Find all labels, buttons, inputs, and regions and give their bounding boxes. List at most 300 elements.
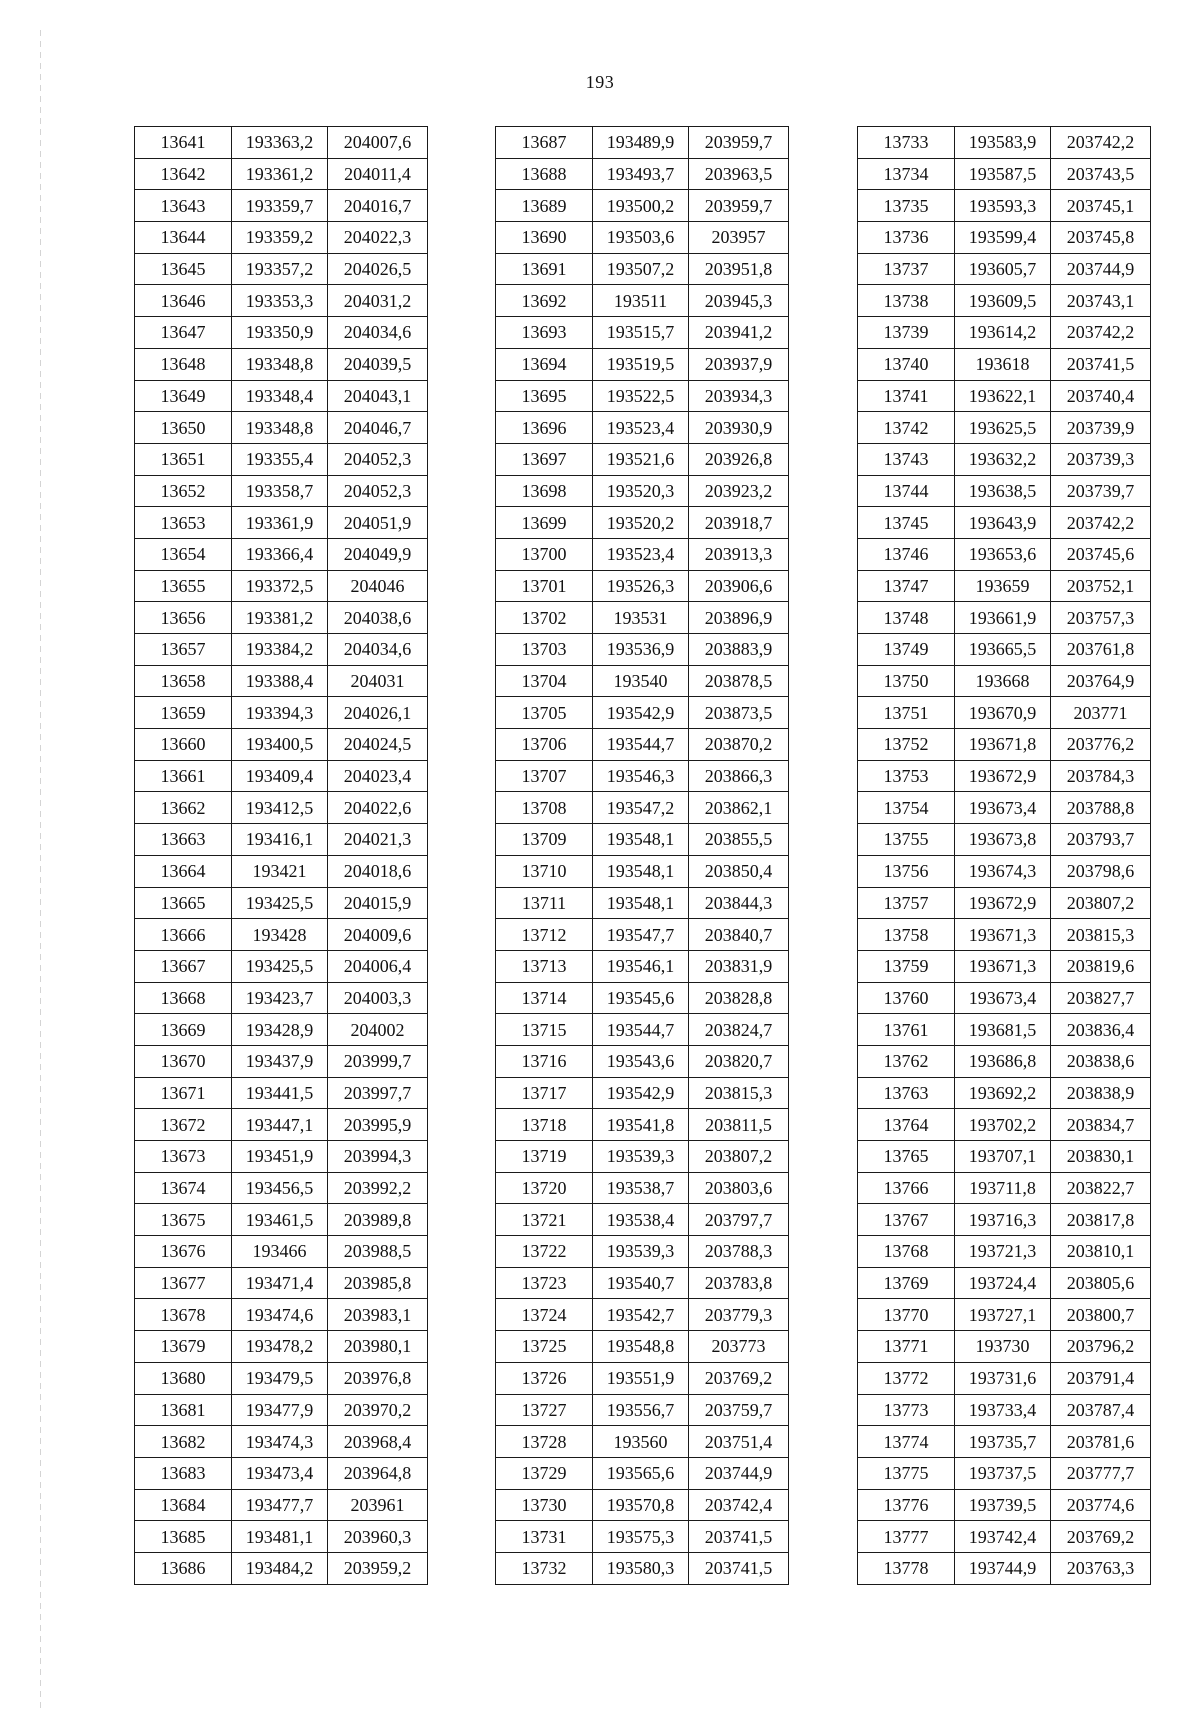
point-id-cell: 13731 (496, 1521, 593, 1553)
y-coordinate-cell: 203838,9 (1051, 1077, 1151, 1109)
page-number: 193 (585, 72, 615, 92)
y-coordinate-cell: 203742,2 (1051, 507, 1151, 539)
table-row (135, 634, 428, 666)
table-row (858, 380, 1151, 412)
table-row (496, 570, 789, 602)
table-row (496, 1552, 789, 1584)
point-id-cell: 13656 (135, 602, 232, 634)
point-id-cell: 13753 (858, 760, 955, 792)
point-id-cell: 13743 (858, 443, 955, 475)
point-id-cell: 13694 (496, 348, 593, 380)
table-row (496, 1014, 789, 1046)
y-coordinate-cell: 203810,1 (1051, 1236, 1151, 1268)
table-row (496, 697, 789, 729)
coordinates-table-3 (857, 126, 1151, 1585)
y-coordinate-cell: 203827,7 (1051, 982, 1151, 1014)
table-row (135, 253, 428, 285)
x-coordinate-cell: 193739,5 (955, 1489, 1051, 1521)
x-coordinate-cell: 193542,9 (593, 697, 689, 729)
y-coordinate-cell: 203739,7 (1051, 475, 1151, 507)
y-coordinate-cell: 204046 (328, 570, 428, 602)
x-coordinate-cell: 193570,8 (593, 1489, 689, 1521)
x-coordinate-cell: 193692,2 (955, 1077, 1051, 1109)
point-id-cell: 13757 (858, 887, 955, 919)
x-coordinate-cell: 193471,4 (232, 1267, 328, 1299)
y-coordinate-cell: 203739,9 (1051, 412, 1151, 444)
table-row (135, 602, 428, 634)
x-coordinate-cell: 193353,3 (232, 285, 328, 317)
point-id-cell: 13767 (858, 1204, 955, 1236)
x-coordinate-cell: 193551,9 (593, 1362, 689, 1394)
point-id-cell: 13705 (496, 697, 593, 729)
point-id-cell: 13702 (496, 602, 593, 634)
table-row (858, 1331, 1151, 1363)
point-id-cell: 13777 (858, 1521, 955, 1553)
table-row (496, 285, 789, 317)
point-id-cell: 13758 (858, 919, 955, 951)
x-coordinate-cell: 193538,7 (593, 1172, 689, 1204)
table-row (135, 824, 428, 856)
y-coordinate-cell: 203976,8 (328, 1362, 428, 1394)
point-id-cell: 13701 (496, 570, 593, 602)
y-coordinate-cell: 203828,8 (689, 982, 789, 1014)
x-coordinate-cell: 193363,2 (232, 127, 328, 159)
y-coordinate-cell: 203759,7 (689, 1394, 789, 1426)
y-coordinate-cell: 203883,9 (689, 634, 789, 666)
y-coordinate-cell: 203803,6 (689, 1172, 789, 1204)
y-coordinate-cell: 203989,8 (328, 1204, 428, 1236)
table-row (496, 729, 789, 761)
y-coordinate-cell: 203906,6 (689, 570, 789, 602)
point-id-cell: 13643 (135, 190, 232, 222)
x-coordinate-cell: 193587,5 (955, 158, 1051, 190)
y-coordinate-cell: 204016,7 (328, 190, 428, 222)
table-row (858, 919, 1151, 951)
x-coordinate-cell: 193721,3 (955, 1236, 1051, 1268)
x-coordinate-cell: 193489,9 (593, 127, 689, 159)
x-coordinate-cell: 193605,7 (955, 253, 1051, 285)
table-row (135, 285, 428, 317)
point-id-cell: 13659 (135, 697, 232, 729)
table-row (496, 1267, 789, 1299)
point-id-cell: 13762 (858, 1045, 955, 1077)
point-id-cell: 13703 (496, 634, 593, 666)
y-coordinate-cell: 203985,8 (328, 1267, 428, 1299)
point-id-cell: 13741 (858, 380, 955, 412)
table-row (496, 1426, 789, 1458)
y-coordinate-cell: 203999,7 (328, 1045, 428, 1077)
point-id-cell: 13739 (858, 317, 955, 349)
y-coordinate-cell: 203741,5 (689, 1552, 789, 1584)
point-id-cell: 13649 (135, 380, 232, 412)
point-id-cell: 13642 (135, 158, 232, 190)
table-row (135, 1552, 428, 1584)
table-row (858, 1141, 1151, 1173)
table-row (858, 760, 1151, 792)
table-row (496, 602, 789, 634)
point-id-cell: 13674 (135, 1172, 232, 1204)
x-coordinate-cell: 193547,2 (593, 792, 689, 824)
table-row (135, 443, 428, 475)
table-row (135, 1077, 428, 1109)
x-coordinate-cell: 193547,7 (593, 919, 689, 951)
x-coordinate-cell: 193609,5 (955, 285, 1051, 317)
x-coordinate-cell: 193437,9 (232, 1045, 328, 1077)
y-coordinate-cell: 203988,5 (328, 1236, 428, 1268)
y-coordinate-cell: 203968,4 (328, 1426, 428, 1458)
point-id-cell: 13775 (858, 1457, 955, 1489)
point-id-cell: 13658 (135, 665, 232, 697)
table-row (135, 1014, 428, 1046)
x-coordinate-cell: 193348,8 (232, 348, 328, 380)
point-id-cell: 13651 (135, 443, 232, 475)
y-coordinate-cell: 203817,8 (1051, 1204, 1151, 1236)
table-row (496, 1141, 789, 1173)
y-coordinate-cell: 204038,6 (328, 602, 428, 634)
x-coordinate-cell: 193421 (232, 855, 328, 887)
table-row (496, 665, 789, 697)
x-coordinate-cell: 193428,9 (232, 1014, 328, 1046)
point-id-cell: 13747 (858, 570, 955, 602)
x-coordinate-cell: 193477,9 (232, 1394, 328, 1426)
x-coordinate-cell: 193409,4 (232, 760, 328, 792)
x-coordinate-cell: 193580,3 (593, 1552, 689, 1584)
x-coordinate-cell: 193730 (955, 1331, 1051, 1363)
y-coordinate-cell: 203788,3 (689, 1236, 789, 1268)
y-coordinate-cell: 203964,8 (328, 1457, 428, 1489)
x-coordinate-cell: 193744,9 (955, 1552, 1051, 1584)
x-coordinate-cell: 193599,4 (955, 222, 1051, 254)
point-id-cell: 13721 (496, 1204, 593, 1236)
x-coordinate-cell: 193358,7 (232, 475, 328, 507)
x-coordinate-cell: 193653,6 (955, 538, 1051, 570)
point-id-cell: 13682 (135, 1426, 232, 1458)
point-id-cell: 13652 (135, 475, 232, 507)
y-coordinate-cell: 203745,6 (1051, 538, 1151, 570)
point-id-cell: 13695 (496, 380, 593, 412)
x-coordinate-cell: 193565,6 (593, 1457, 689, 1489)
y-coordinate-cell: 204043,1 (328, 380, 428, 412)
table-row (135, 1489, 428, 1521)
y-coordinate-cell: 203983,1 (328, 1299, 428, 1331)
x-coordinate-cell: 193542,9 (593, 1077, 689, 1109)
y-coordinate-cell: 204007,6 (328, 127, 428, 159)
point-id-cell: 13664 (135, 855, 232, 887)
point-id-cell: 13673 (135, 1141, 232, 1173)
point-id-cell: 13691 (496, 253, 593, 285)
x-coordinate-cell: 193361,2 (232, 158, 328, 190)
table-row (858, 1267, 1151, 1299)
point-id-cell: 13748 (858, 602, 955, 634)
table-row (496, 1331, 789, 1363)
x-coordinate-cell: 193526,3 (593, 570, 689, 602)
table-row (858, 538, 1151, 570)
point-id-cell: 13746 (858, 538, 955, 570)
table-row (858, 1172, 1151, 1204)
y-coordinate-cell: 203995,9 (328, 1109, 428, 1141)
y-coordinate-cell: 204018,6 (328, 855, 428, 887)
y-coordinate-cell: 204046,7 (328, 412, 428, 444)
y-coordinate-cell: 203741,5 (689, 1521, 789, 1553)
table-row (858, 665, 1151, 697)
x-coordinate-cell: 193542,7 (593, 1299, 689, 1331)
x-coordinate-cell: 193539,3 (593, 1236, 689, 1268)
x-coordinate-cell: 193643,9 (955, 507, 1051, 539)
y-coordinate-cell: 203992,2 (328, 1172, 428, 1204)
point-id-cell: 13677 (135, 1267, 232, 1299)
table-row (135, 1394, 428, 1426)
y-coordinate-cell: 203959,7 (689, 190, 789, 222)
table-row (858, 475, 1151, 507)
y-coordinate-cell: 203798,6 (1051, 855, 1151, 887)
point-id-cell: 13734 (858, 158, 955, 190)
x-coordinate-cell: 193441,5 (232, 1077, 328, 1109)
table-row (135, 538, 428, 570)
y-coordinate-cell: 203959,2 (328, 1552, 428, 1584)
point-id-cell: 13678 (135, 1299, 232, 1331)
y-coordinate-cell: 204052,3 (328, 443, 428, 475)
table-row (858, 602, 1151, 634)
table-row (135, 729, 428, 761)
point-id-cell: 13683 (135, 1457, 232, 1489)
point-id-cell: 13655 (135, 570, 232, 602)
table-row (135, 855, 428, 887)
point-id-cell: 13761 (858, 1014, 955, 1046)
x-coordinate-cell: 193540,7 (593, 1267, 689, 1299)
x-coordinate-cell: 193622,1 (955, 380, 1051, 412)
y-coordinate-cell: 203937,9 (689, 348, 789, 380)
point-id-cell: 13733 (858, 127, 955, 159)
y-coordinate-cell: 204009,6 (328, 919, 428, 951)
y-coordinate-cell: 203776,2 (1051, 729, 1151, 761)
table-row (858, 982, 1151, 1014)
table-row (496, 919, 789, 951)
point-id-cell: 13686 (135, 1552, 232, 1584)
x-coordinate-cell: 193388,4 (232, 665, 328, 697)
x-coordinate-cell: 193560 (593, 1426, 689, 1458)
x-coordinate-cell: 193556,7 (593, 1394, 689, 1426)
y-coordinate-cell: 203784,3 (1051, 760, 1151, 792)
point-id-cell: 13717 (496, 1077, 593, 1109)
point-id-cell: 13735 (858, 190, 955, 222)
y-coordinate-cell: 203951,8 (689, 253, 789, 285)
table-row (858, 1457, 1151, 1489)
y-coordinate-cell: 203830,1 (1051, 1141, 1151, 1173)
y-coordinate-cell: 204024,5 (328, 729, 428, 761)
table-row (496, 855, 789, 887)
point-id-cell: 13708 (496, 792, 593, 824)
point-id-cell: 13714 (496, 982, 593, 1014)
x-coordinate-cell: 193523,4 (593, 412, 689, 444)
y-coordinate-cell: 203761,8 (1051, 634, 1151, 666)
table-row (858, 1394, 1151, 1426)
x-coordinate-cell: 193593,3 (955, 190, 1051, 222)
point-id-cell: 13737 (858, 253, 955, 285)
y-coordinate-cell: 203824,7 (689, 1014, 789, 1046)
point-id-cell: 13755 (858, 824, 955, 856)
table-row (858, 443, 1151, 475)
table-row (858, 634, 1151, 666)
point-id-cell: 13725 (496, 1331, 593, 1363)
table-row (496, 982, 789, 1014)
x-coordinate-cell: 193737,5 (955, 1457, 1051, 1489)
point-id-cell: 13724 (496, 1299, 593, 1331)
table-row (135, 760, 428, 792)
y-coordinate-cell: 203819,6 (1051, 950, 1151, 982)
coordinates-table-2 (495, 126, 789, 1585)
y-coordinate-cell: 203959,7 (689, 127, 789, 159)
table-row (135, 1521, 428, 1553)
table-row (135, 1362, 428, 1394)
x-coordinate-cell: 193727,1 (955, 1299, 1051, 1331)
table-row (135, 919, 428, 951)
y-coordinate-cell: 203800,7 (1051, 1299, 1151, 1331)
table-row (858, 348, 1151, 380)
y-coordinate-cell: 203764,9 (1051, 665, 1151, 697)
y-coordinate-cell: 203844,3 (689, 887, 789, 919)
point-id-cell: 13719 (496, 1141, 593, 1173)
x-coordinate-cell: 193544,7 (593, 1014, 689, 1046)
point-id-cell: 13697 (496, 443, 593, 475)
table-row (135, 1172, 428, 1204)
y-coordinate-cell: 203793,7 (1051, 824, 1151, 856)
x-coordinate-cell: 193425,5 (232, 887, 328, 919)
table-row (858, 792, 1151, 824)
table-row (135, 190, 428, 222)
point-id-cell: 13707 (496, 760, 593, 792)
y-coordinate-cell: 203740,4 (1051, 380, 1151, 412)
x-coordinate-cell: 193671,3 (955, 919, 1051, 951)
table-row (135, 1141, 428, 1173)
x-coordinate-cell: 193519,5 (593, 348, 689, 380)
x-coordinate-cell: 193521,6 (593, 443, 689, 475)
x-coordinate-cell: 193350,9 (232, 317, 328, 349)
y-coordinate-cell: 203744,9 (1051, 253, 1151, 285)
table-row (858, 1552, 1151, 1584)
x-coordinate-cell: 193428 (232, 919, 328, 951)
y-coordinate-cell: 203918,7 (689, 507, 789, 539)
y-coordinate-cell: 203739,3 (1051, 443, 1151, 475)
y-coordinate-cell: 203797,7 (689, 1204, 789, 1236)
x-coordinate-cell: 193665,5 (955, 634, 1051, 666)
x-coordinate-cell: 193372,5 (232, 570, 328, 602)
table-row (135, 475, 428, 507)
y-coordinate-cell: 203807,2 (1051, 887, 1151, 919)
x-coordinate-cell: 193473,4 (232, 1457, 328, 1489)
point-id-cell: 13715 (496, 1014, 593, 1046)
point-id-cell: 13765 (858, 1141, 955, 1173)
x-coordinate-cell: 193357,2 (232, 253, 328, 285)
table-row (858, 950, 1151, 982)
table-row (496, 1362, 789, 1394)
point-id-cell: 13763 (858, 1077, 955, 1109)
table-row (858, 824, 1151, 856)
x-coordinate-cell: 193541,8 (593, 1109, 689, 1141)
y-coordinate-cell: 203866,3 (689, 760, 789, 792)
point-id-cell: 13768 (858, 1236, 955, 1268)
point-id-cell: 13645 (135, 253, 232, 285)
point-id-cell: 13754 (858, 792, 955, 824)
table-row (135, 380, 428, 412)
table-row (135, 697, 428, 729)
y-coordinate-cell: 203960,3 (328, 1521, 428, 1553)
table-row (135, 792, 428, 824)
y-coordinate-cell: 203980,1 (328, 1331, 428, 1363)
table-row (135, 887, 428, 919)
x-coordinate-cell: 193670,9 (955, 697, 1051, 729)
point-id-cell: 13704 (496, 665, 593, 697)
y-coordinate-cell: 203941,2 (689, 317, 789, 349)
table-row (496, 824, 789, 856)
y-coordinate-cell: 203838,6 (1051, 1045, 1151, 1077)
point-id-cell: 13698 (496, 475, 593, 507)
x-coordinate-cell: 193520,2 (593, 507, 689, 539)
table-row (496, 348, 789, 380)
x-coordinate-cell: 193614,2 (955, 317, 1051, 349)
point-id-cell: 13713 (496, 950, 593, 982)
table-row (135, 1045, 428, 1077)
x-coordinate-cell: 193481,1 (232, 1521, 328, 1553)
x-coordinate-cell: 193674,3 (955, 855, 1051, 887)
y-coordinate-cell: 203788,8 (1051, 792, 1151, 824)
x-coordinate-cell: 193515,7 (593, 317, 689, 349)
x-coordinate-cell: 193484,2 (232, 1552, 328, 1584)
table-row (858, 729, 1151, 761)
x-coordinate-cell: 193520,3 (593, 475, 689, 507)
point-id-cell: 13680 (135, 1362, 232, 1394)
table-row (858, 190, 1151, 222)
y-coordinate-cell: 203743,5 (1051, 158, 1151, 190)
point-id-cell: 13728 (496, 1426, 593, 1458)
point-id-cell: 13647 (135, 317, 232, 349)
y-coordinate-cell: 203741,5 (1051, 348, 1151, 380)
table-row (858, 507, 1151, 539)
x-coordinate-cell: 193361,9 (232, 507, 328, 539)
x-coordinate-cell: 193702,2 (955, 1109, 1051, 1141)
table-row (496, 317, 789, 349)
point-id-cell: 13657 (135, 634, 232, 666)
y-coordinate-cell: 203744,9 (689, 1457, 789, 1489)
point-id-cell: 13662 (135, 792, 232, 824)
x-coordinate-cell: 193543,6 (593, 1045, 689, 1077)
x-coordinate-cell: 193461,5 (232, 1204, 328, 1236)
table-row (496, 190, 789, 222)
table-row (496, 760, 789, 792)
table-row (496, 1299, 789, 1331)
x-coordinate-cell: 193618 (955, 348, 1051, 380)
point-id-cell: 13756 (858, 855, 955, 887)
table-row (496, 507, 789, 539)
x-coordinate-cell: 193659 (955, 570, 1051, 602)
y-coordinate-cell: 203970,2 (328, 1394, 428, 1426)
y-coordinate-cell: 203805,6 (1051, 1267, 1151, 1299)
y-coordinate-cell: 204039,5 (328, 348, 428, 380)
x-coordinate-cell: 193673,4 (955, 982, 1051, 1014)
table-row (496, 127, 789, 159)
y-coordinate-cell: 203913,3 (689, 538, 789, 570)
point-id-cell: 13692 (496, 285, 593, 317)
point-id-cell: 13641 (135, 127, 232, 159)
table-row (135, 1267, 428, 1299)
point-id-cell: 13732 (496, 1552, 593, 1584)
table-row (496, 222, 789, 254)
point-id-cell: 13654 (135, 538, 232, 570)
x-coordinate-cell: 193538,4 (593, 1204, 689, 1236)
y-coordinate-cell: 203836,4 (1051, 1014, 1151, 1046)
x-coordinate-cell: 193686,8 (955, 1045, 1051, 1077)
table-row (496, 1204, 789, 1236)
table-row (858, 1204, 1151, 1236)
